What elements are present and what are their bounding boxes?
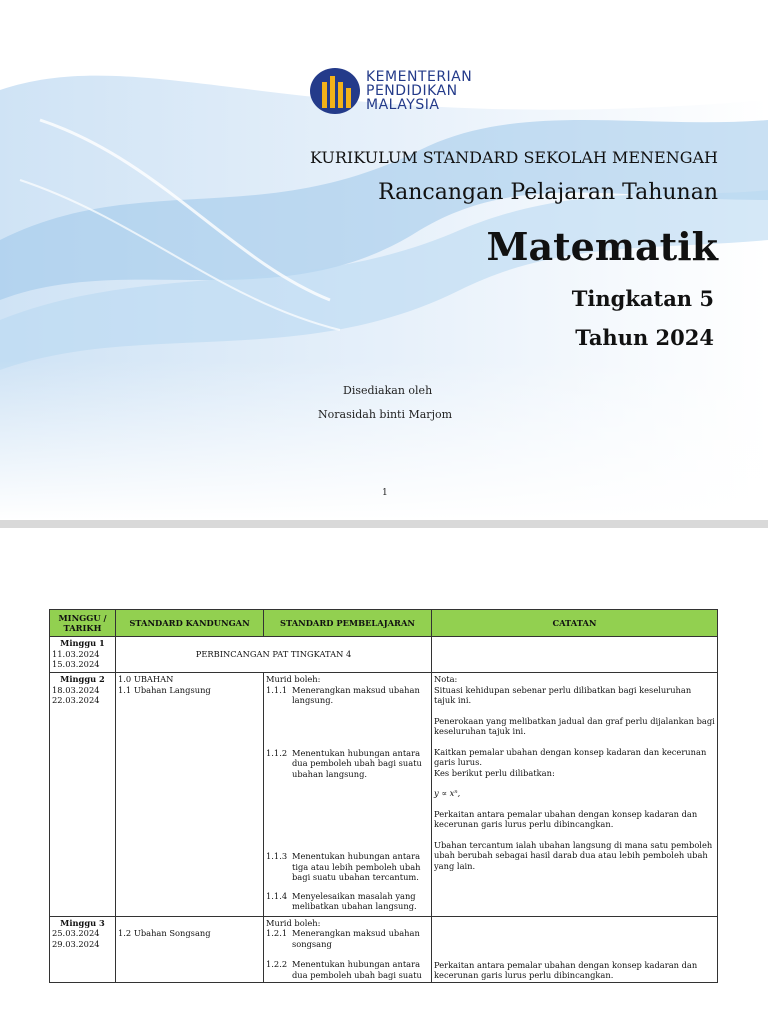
ministry-wordmark: KEMENTERIAN PENDIDIKAN MALAYSIA [366, 69, 473, 113]
learning-standard-cell: Murid boleh: 1.1.1 Menerangkan maksud ubahan langsung. 1.1.2 Menentukan hubungan antara dua pemboleh ubah bagi suatu ubahan langsung. 1.1.3 Menentukan hubungan antara tiga atau lebih pemboleh ubah bagi suatu ubahan tercantum. 1.1.4 Menyelesaikan masalah yang melibatkan ubahan langsung. [264, 673, 432, 917]
week-cell: Minggu 1 11.03.2024 15.03.2024 [50, 637, 116, 673]
header-learning-standard: STANDARD PEMBELAJARAN [264, 610, 432, 637]
learning-objective: 1.1.1 Menerangkan maksud ubahan langsung. [266, 684, 420, 705]
notes-cell [432, 637, 718, 673]
header-week: MINGGU / TARIKH [50, 610, 116, 637]
learning-objective: 1.1.2 Menentukan hubungan antara dua pemboleh ubah bagi suatu ubahan langsung. [266, 747, 422, 779]
variation-formula: y ∝ xⁿ, [434, 788, 461, 798]
year-label: Tahun 2024 [575, 325, 714, 350]
prepared-by-label: Disediakan oleh [343, 384, 433, 397]
curriculum-title: KURIKULUM STANDARD SEKOLAH MENENGAH [310, 148, 718, 167]
week-cell: Minggu 3 25.03.2024 29.03.2024 [50, 916, 116, 982]
week-cell: Minggu 2 18.03.2024 22.03.2024 [50, 673, 116, 917]
learning-standard-cell: Murid boleh: 1.2.1 Menerangkan maksud ubahan songsang 1.2.2 Menentukan hubungan antara dua pemboleh ubah bagi suatu [264, 916, 432, 982]
table-row [50, 916, 718, 982]
prepared-by-name: Norasidah binti Marjom [318, 408, 453, 421]
table-row [50, 637, 718, 673]
plan-page [0, 528, 768, 1024]
header-content-standard: STANDARD KANDUNGAN [116, 610, 264, 637]
content-standard-cell: 1.0 UBAHAN 1.1 Ubahan Langsung [116, 673, 264, 917]
content-standard-cell: 1.2 Ubahan Songsang [116, 916, 264, 982]
ministry-seal-icon [310, 68, 360, 114]
learning-objective: 1.2.1 Menerangkan maksud ubahan songsang [266, 928, 420, 949]
notes-cell: Nota: Situasi kehidupan sebenar perlu dilibatkan bagi keseluruhan tajuk ini. Penerokaan yang melibatkan jadual dan graf perlu dijalankan bagi keseluruhan tajuk ini. Kaitkan pemalar ubahan dengan konsep kadaran dan kecerunan garis lurus. Kes berikut perlu dilibatkan: y ∝ xⁿ, Perkaitan antara pemalar ubahan dengan konsep kadaran dan kecerunan garis lurus perlu dibincangkan. Ubahan tercantum ialah ubahan langsung di mana satu pemboleh ubah berubah sebagai hasil darab dua atau lebih pemboleh ubah yang lain. [432, 673, 718, 917]
learning-objective: 1.1.4 Menyelesaikan masalah yang melibatkan ubahan langsung. [266, 890, 417, 911]
ministry-logo [310, 68, 472, 114]
learning-objective: 1.2.2 Menentukan hubungan antara dua pemboleh ubah bagi suatu [266, 959, 422, 980]
table-row [50, 673, 718, 917]
form-label: Tingkatan 5 [571, 286, 714, 311]
plan-title: Rancangan Pelajaran Tahunan [378, 180, 718, 205]
subject-title: Matematik [486, 224, 718, 269]
notes-cell: Perkaitan antara pemalar ubahan dengan konsep kadaran dan kecerunan garis lurus perlu dibincangkan. [432, 916, 718, 982]
header-notes: CATATAN [432, 610, 718, 637]
discussion-cell: PERBINCANGAN PAT TINGKATAN 4 [116, 637, 432, 673]
lesson-plan-table [49, 609, 718, 983]
learning-objective: 1.1.3 Menentukan hubungan antara tiga atau lebih pemboleh ubah bagi suatu ubahan tercantum. [266, 851, 421, 882]
page-number: 1 [382, 488, 388, 498]
table-header-row [50, 610, 718, 637]
